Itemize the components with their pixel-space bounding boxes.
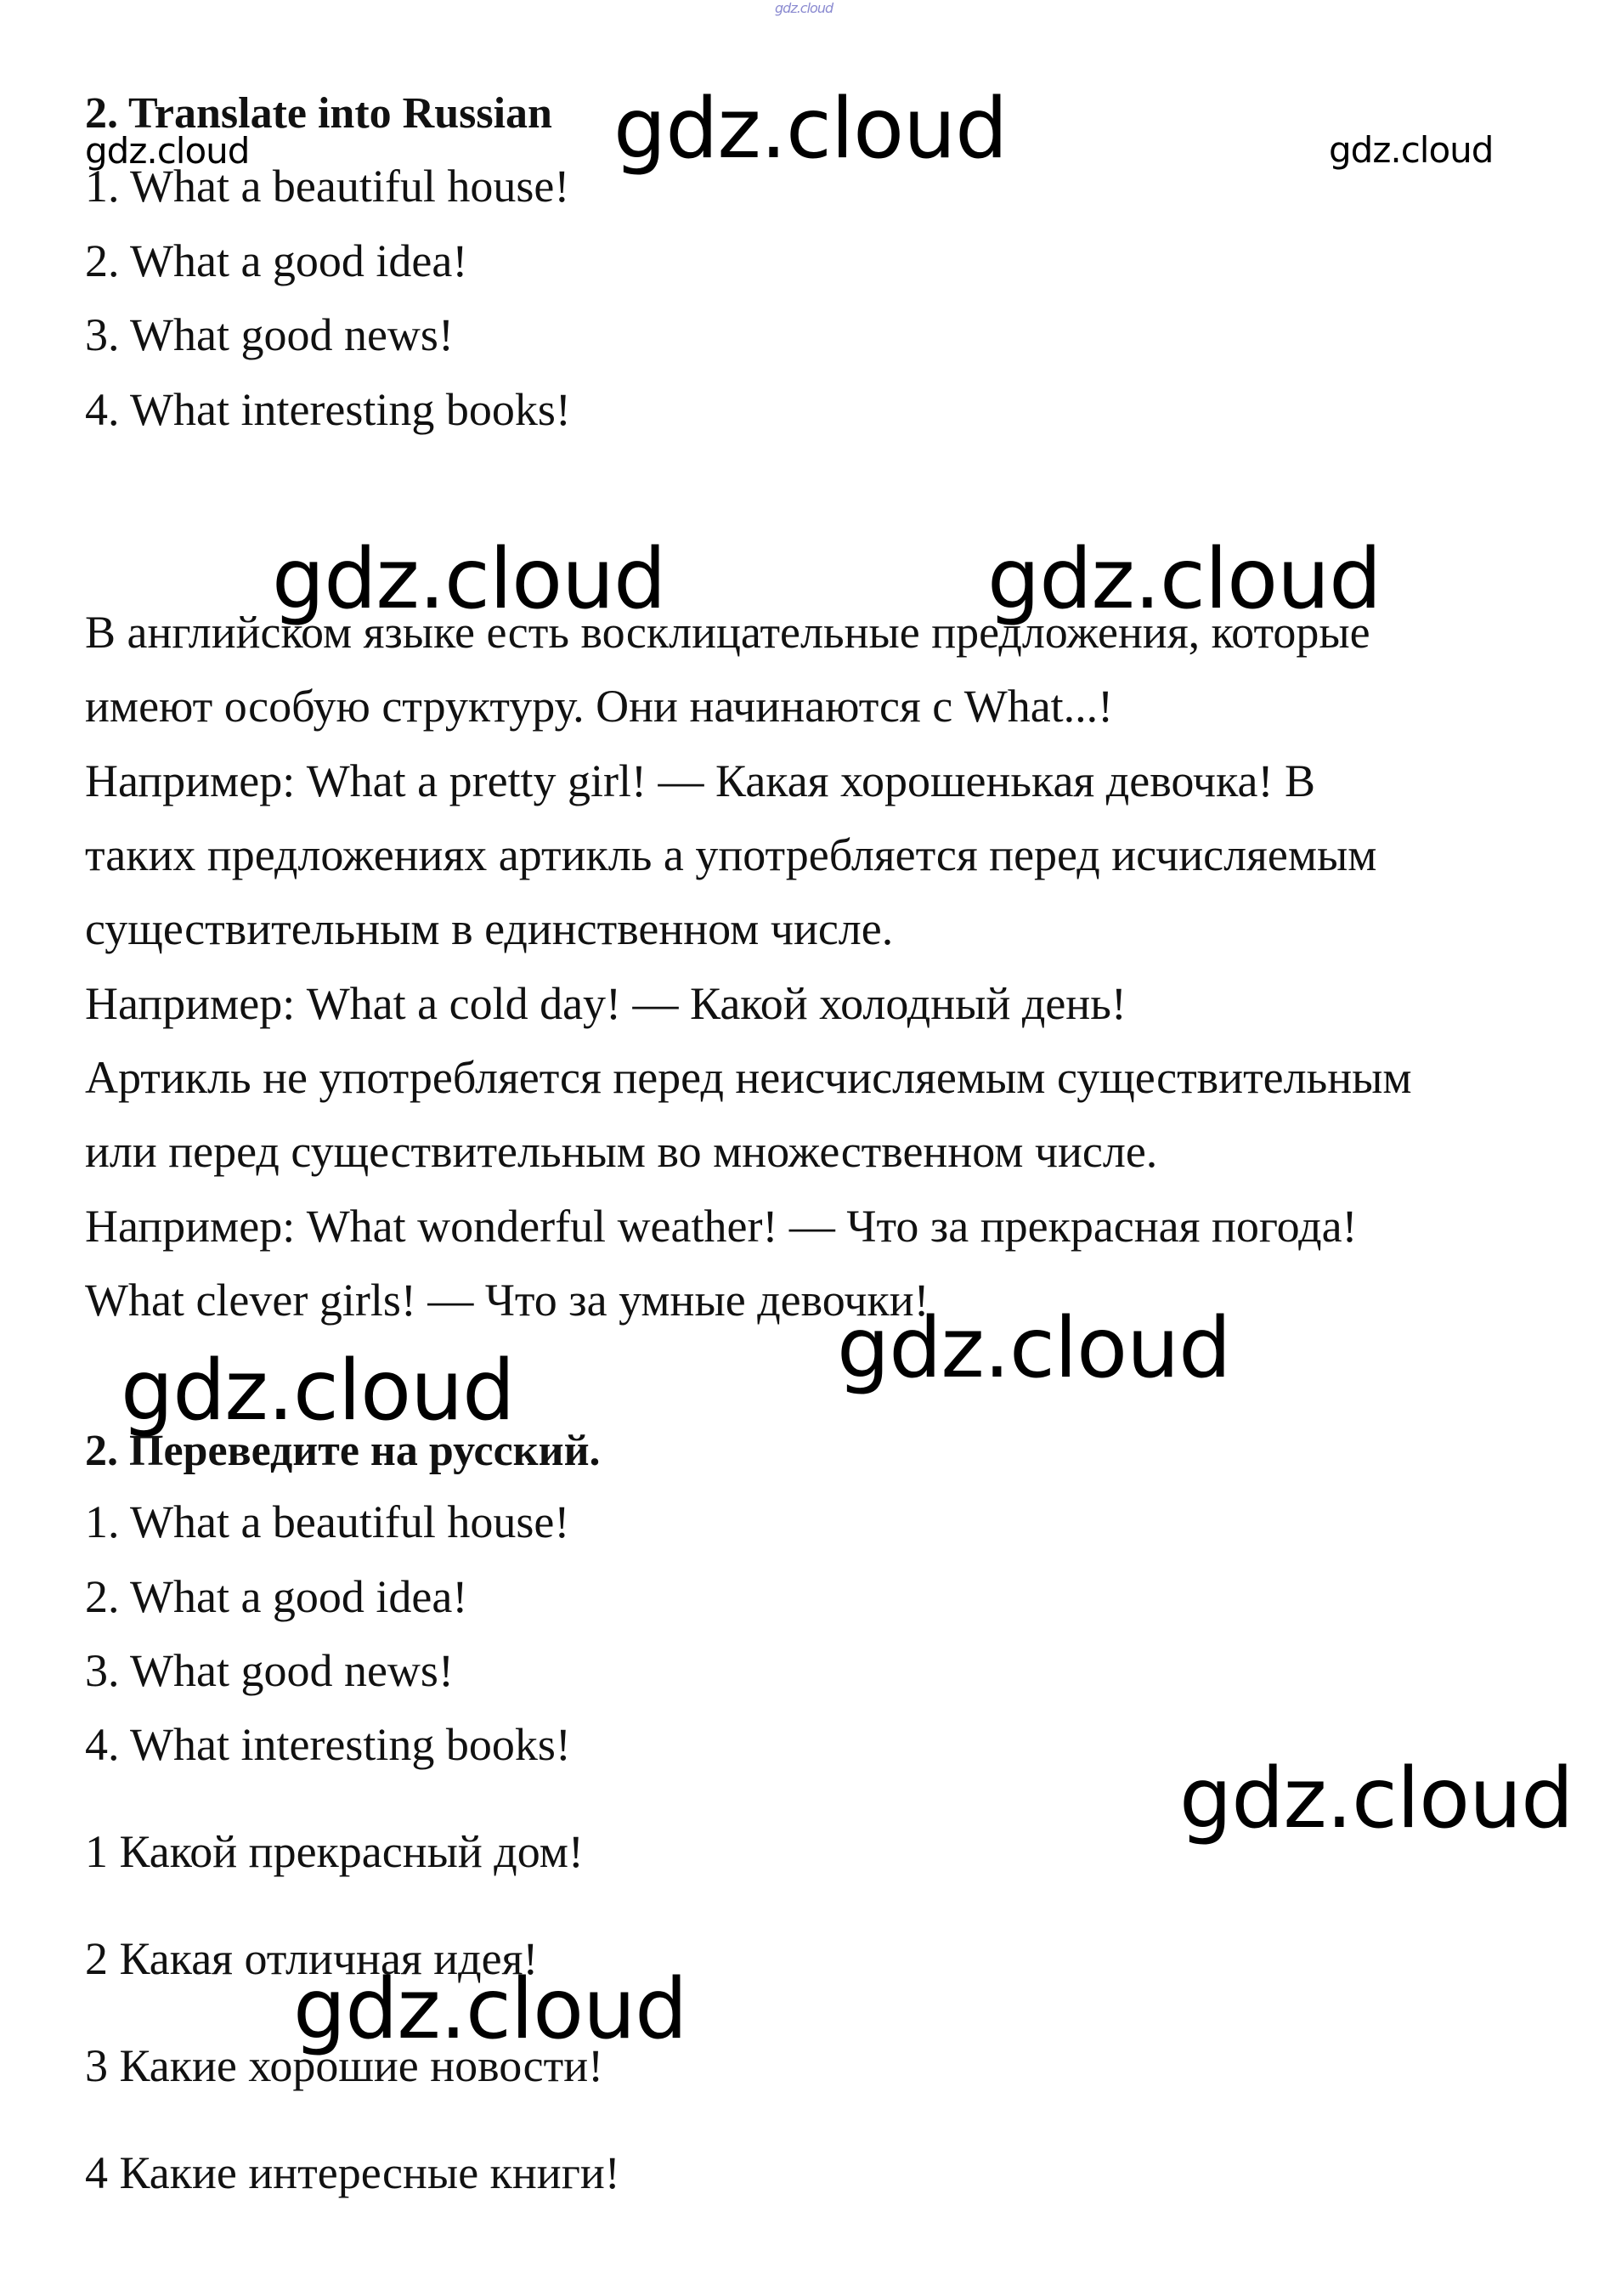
watermark-top-tiny: gdz.cloud bbox=[775, 0, 833, 16]
watermark-large: gdz.cloud bbox=[272, 531, 666, 628]
explanation-line: имеют особую структуру. Они начинаются с What...! bbox=[85, 681, 1114, 732]
section1-item: 4. What interesting books! bbox=[85, 384, 571, 435]
watermark-large: gdz.cloud bbox=[987, 531, 1382, 628]
watermark-large: gdz.cloud bbox=[293, 1961, 687, 2058]
section2-item: 3. What good news! bbox=[85, 1645, 454, 1696]
explanation-line: существительным в единственном числе. bbox=[85, 903, 894, 954]
section2-item: 1. What a beautiful house! bbox=[85, 1496, 570, 1547]
explanation-line: таких предложениях артикль а употребляется перед исчисляемым bbox=[85, 829, 1377, 880]
answer-line: 2 Какая отличная идея! bbox=[85, 1933, 539, 1984]
explanation-line: или перед существительным во множественном числе. bbox=[85, 1126, 1158, 1177]
watermark-large: gdz.cloud bbox=[1179, 1750, 1574, 1847]
explanation-line: В английском языке есть восклицательные предложения, которые bbox=[85, 607, 1370, 658]
explanation-line: Например: What a pretty girl! — Какая хорошенькая девочка! В bbox=[85, 755, 1315, 806]
explanation-line: Артикль не употребляется перед неисчисляемым существительным bbox=[85, 1052, 1412, 1103]
section1-item: 1. What a beautiful house! bbox=[85, 161, 570, 212]
answer-line: 3 Какие хорошие новости! bbox=[85, 2040, 604, 2091]
explanation-line: Например: What a cold day! — Какой холодный день! bbox=[85, 978, 1127, 1029]
section1-item: 2. What a good idea! bbox=[85, 235, 468, 286]
section1-item: 3. What good news! bbox=[85, 309, 454, 360]
section2-item: 2. What a good idea! bbox=[85, 1571, 468, 1622]
explanation-line: What clever girls! — Что за умные девочки! bbox=[85, 1275, 929, 1326]
section2-item: 4. What interesting books! bbox=[85, 1719, 571, 1770]
watermark-small: gdz.cloud bbox=[1329, 129, 1494, 171]
answer-line: 1 Какой прекрасный дом! bbox=[85, 1826, 584, 1877]
watermark-small: gdz.cloud bbox=[85, 130, 250, 172]
watermark-large: gdz.cloud bbox=[121, 1343, 515, 1439]
section1-heading: 2. Translate into Russian bbox=[85, 89, 552, 138]
answer-line: 4 Какие интересные книги! bbox=[85, 2147, 620, 2198]
section2-heading: 2. Переведите на русский. bbox=[85, 1427, 601, 1475]
watermark-large: gdz.cloud bbox=[613, 81, 1008, 178]
explanation-line: Например: What wonderful weather! — Что за прекрасная погода! bbox=[85, 1201, 1358, 1252]
watermark-large: gdz.cloud bbox=[837, 1300, 1231, 1397]
